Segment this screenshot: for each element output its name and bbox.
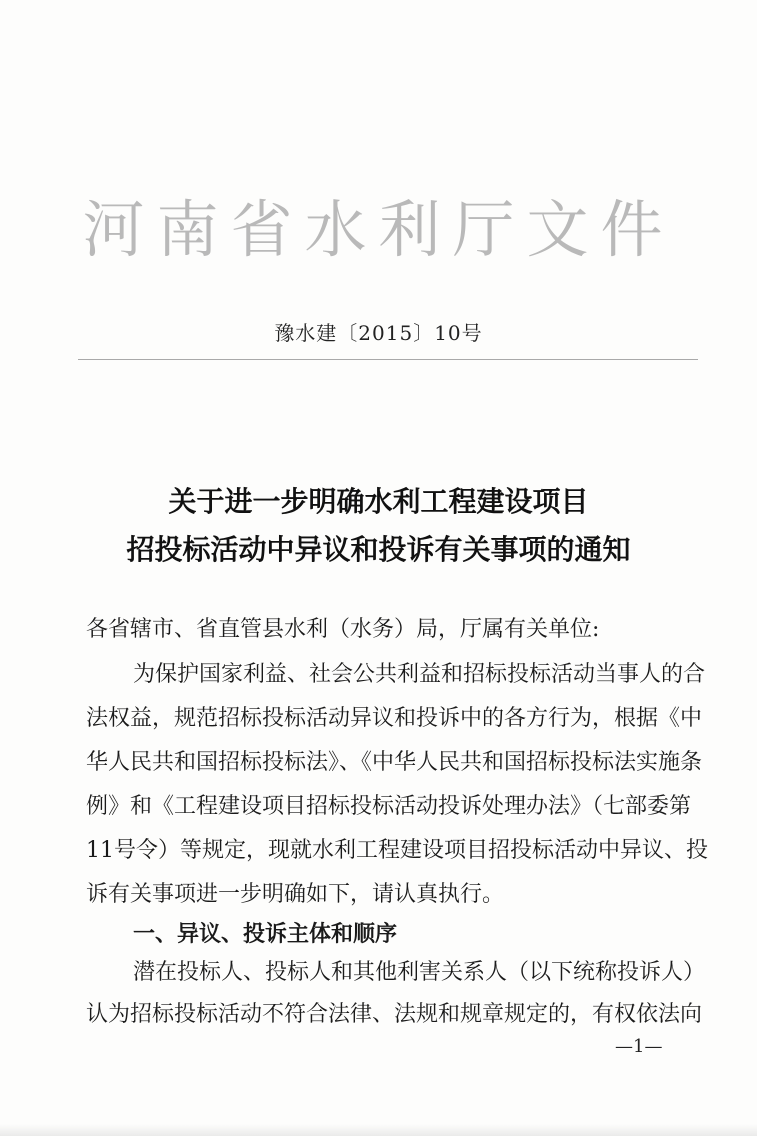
header-divider xyxy=(78,359,698,360)
title-line-1: 关于进一步明确水利工程建设项目 xyxy=(168,485,589,518)
paragraph-line: 诉有关事项进一步明确如下，请认真执行。 xyxy=(86,882,505,907)
paragraph-line: 认为招标投标活动不符合法律、法规和规章规定的，有权依法向 xyxy=(86,1002,703,1027)
section-heading: 一、异议、投诉主体和顺序 xyxy=(133,922,398,947)
page-number: —1— xyxy=(615,1036,663,1057)
page-edge-shadow xyxy=(0,1124,757,1136)
paragraph-line: 法权益，规范招标投标活动异议和投诉中的各方行为，根据《中 xyxy=(86,706,703,731)
paragraph-line: 潜在投标人、投标人和其他利害关系人（以下统称投诉人） xyxy=(133,960,706,985)
paragraph-line: 华人民共和国招标投标法》、《中华人民共和国招标投标法实施条 xyxy=(86,750,703,775)
paragraph-line: 为保护国家利益、社会公共利益和招标投标活动当事人的合 xyxy=(133,662,706,687)
document-title xyxy=(0,478,757,574)
issuer-header: 河南省水利厅文件 xyxy=(82,193,675,266)
paragraph-line: 例》和《工程建设项目招标投标活动投诉处理办法》（七部委第 xyxy=(86,794,692,819)
document-number: 豫水建〔2015〕10号 xyxy=(274,321,483,345)
title-line-2: 招投标活动中异议和投诉有关事项的通知 xyxy=(126,533,631,566)
salutation: 各省辖市、省直管县水利（水务）局，厅属有关单位: xyxy=(86,617,600,642)
paragraph-line: 11号令）等规定，现就水利工程建设项目招投标活动中异议、投 xyxy=(86,838,708,863)
